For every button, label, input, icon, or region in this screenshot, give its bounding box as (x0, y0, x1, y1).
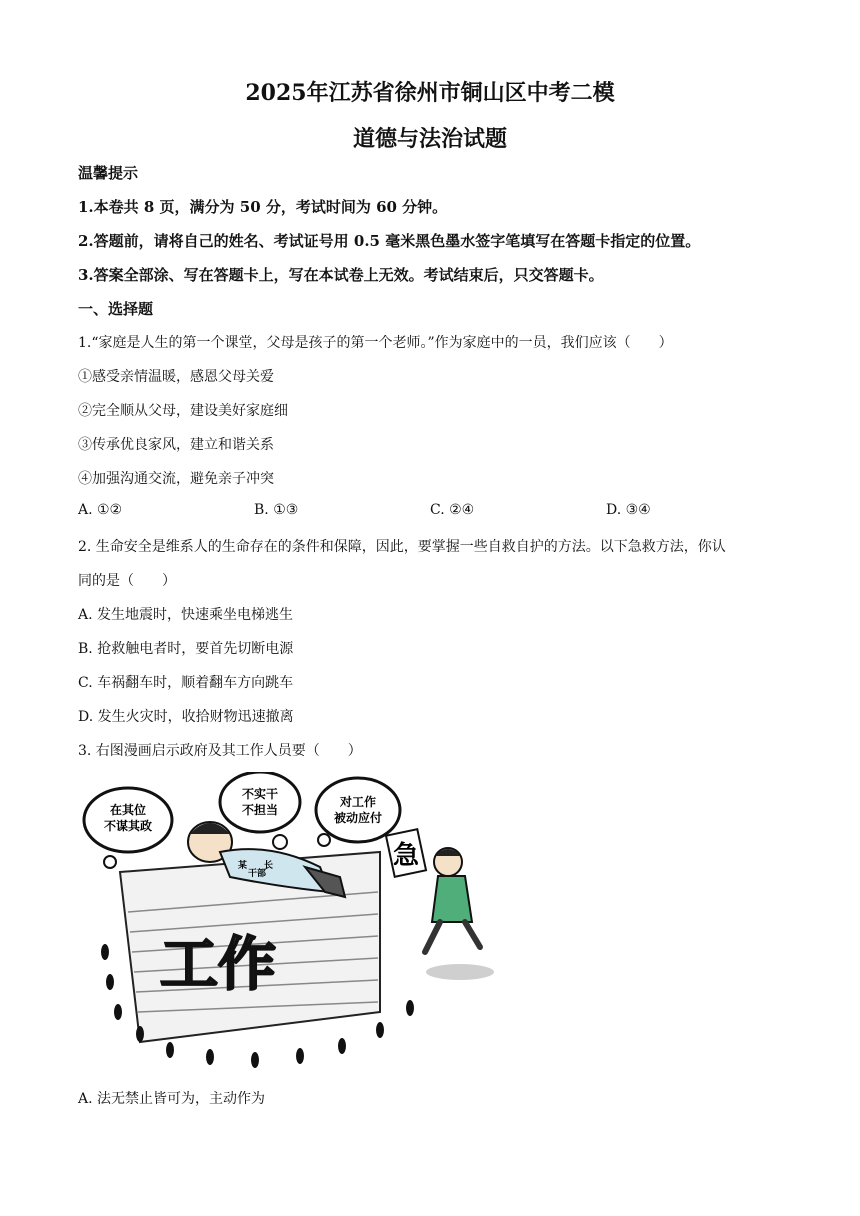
exam-title: 2025年江苏省徐州市铜山区中考二模 (245, 80, 615, 106)
cartoon-illustration (80, 772, 500, 1072)
running-man (386, 829, 494, 980)
thought-bubble (84, 788, 172, 852)
q3-option-a: A. 法无禁止皆可为，主动作为 (78, 1091, 266, 1107)
shirt-label: 某 (238, 861, 248, 871)
q1-stem: 1.“家庭是人生的第一个课堂，父母是孩子的第一个老师。”作为家庭中的一员，我们应该（ ） (78, 335, 673, 351)
q2-option-c: C. 车祸翻车时，顺着翻车方向跳车 (78, 675, 294, 691)
q2-stem: 2. 生命安全是维系人的生命存在的条件和保障，因此，要掌握一些自救自护的方法。以下急救方法，你认 (78, 539, 726, 555)
urgent-note: 急 (392, 841, 420, 871)
q2-stem-cont: 同的是（ ） (78, 573, 176, 589)
exam-subtitle: 道德与法治试题 (352, 126, 507, 152)
q1-statement: ②完全顺从父母，建设美好家庭细 (78, 403, 288, 419)
bubble-text: 在其位 (109, 803, 147, 817)
q1-statement: ①感受亲情温暖，感恩父母关爱 (78, 369, 274, 385)
notice-item: 1.本卷共 8 页，满分为 50 分，考试时间为 60 分钟。 (78, 198, 448, 216)
bubble-text: 不实干 (241, 787, 279, 801)
thought-bubble (316, 778, 400, 842)
notice-heading: 温馨提示 (78, 164, 139, 182)
q1-option-c: C. ②④ (430, 502, 475, 518)
q1-statement: ③传承优良家风，建立和谐关系 (78, 437, 274, 453)
bubble-text: 不谋其政 (103, 819, 153, 833)
q1-statement: ④加强沟通交流，避免亲子冲突 (78, 471, 274, 487)
thought-bubble (220, 772, 300, 832)
q2-option-a: A. 发生地震时，快速乘坐电梯逃生 (78, 607, 294, 623)
notice-item: 3.答案全部涂、写在答题卡上，写在本试卷上无效。考试结束后，只交答题卡。 (78, 266, 604, 284)
shirt-label: 干部 (248, 869, 267, 879)
notice-item: 2.答题前，请将自己的姓名、考试证号用 0.5 毫米黑色墨水签字笔填写在答题卡指定的位置。 (78, 232, 701, 250)
q2-option-b: B. 抢救触电者时，要首先切断电源 (78, 641, 294, 657)
q1-option-d: D. ③④ (606, 502, 651, 518)
shirt-label: 长 (264, 861, 274, 871)
q3-stem: 3. 右图漫画启示政府及其工作人员要（ ） (78, 743, 362, 759)
q2-option-d: D. 发生火灾时，收拾财物迅速撤离 (78, 709, 294, 725)
bubble-text: 被动应付 (333, 811, 383, 825)
q1-option-b: B. ①③ (254, 502, 299, 518)
bubble-text: 不担当 (241, 803, 279, 817)
section-heading: 一、选择题 (78, 300, 154, 318)
q1-option-a: A. ①② (78, 502, 123, 518)
bubble-text: 对工作 (339, 795, 377, 809)
stack-label: 工作 (160, 930, 277, 998)
